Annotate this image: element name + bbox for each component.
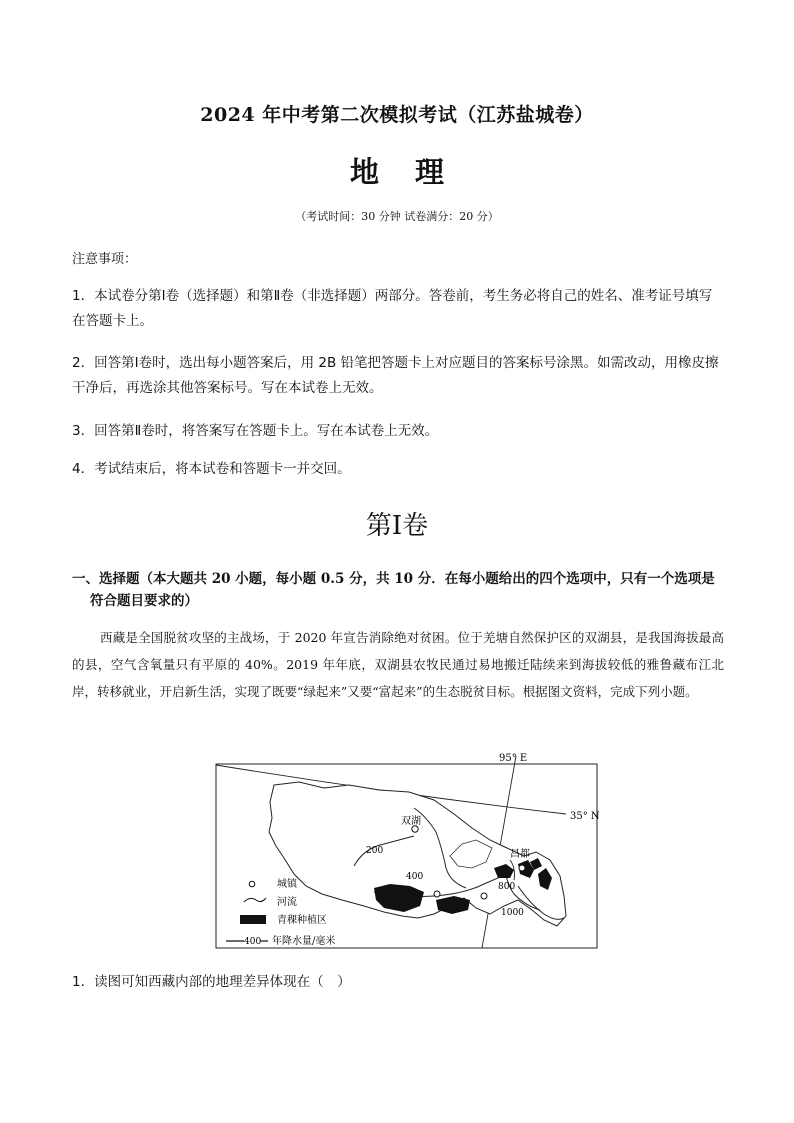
section-heading — [72, 568, 732, 612]
city-label-shuanghu: 双湖 — [401, 816, 421, 827]
legend-label-barley: 青稞种植区 — [277, 915, 327, 926]
legend-isohyet-sample: 400 — [244, 937, 262, 947]
town-lhasa — [434, 891, 440, 897]
legend-label-town: 城镇 — [277, 879, 297, 890]
town-circle-icon — [249, 881, 255, 887]
isohyet-label-800: 800 — [498, 882, 516, 892]
legend-label-river: 河流 — [277, 897, 297, 908]
reading-material: 西藏是全国脱贫攻坚的主战场，于 2020 年宣告消除绝对贫困。位于羌塘自然保护区的双湖县，是我国海拔最高的县，空气含氧量只有平原的 40%。2019 年年底，双湖县农牧民通过易地搬迁陆续来到海拔较低的雅鲁藏布江北岸，转移就业，开启新生活，实现了既要“绿起来”又要“富起来”的生态脱贫目标。根据图文资料，完成下列小题。 — [72, 630, 724, 699]
city-label-qamdo: 昌都 — [510, 849, 530, 860]
barley-area-icon — [240, 915, 266, 924]
town-qamdo — [519, 865, 525, 871]
longitude-label: 95° E — [499, 753, 528, 764]
isohyet-label-1000: 1000 — [501, 908, 524, 918]
section-heading-line2: 符合题目要求的） — [90, 593, 198, 609]
tibet-map — [214, 748, 604, 950]
notice-heading: 注意事项： — [72, 252, 138, 267]
notice-item-4: 4．考试结束后，将本试卷和答题卡一并交回。 — [72, 461, 351, 477]
notice-item-2: 2．回答第Ⅰ卷时，选出每小题答案后，用 2B 铅笔把答题卡上对应题目的答案标号涂黑。如需改动，用橡皮擦干净后，再选涂其他答案标号。写在本试卷上无效。 — [72, 355, 719, 396]
town-nyingchi — [481, 893, 487, 899]
notice-item-1: 1．本试卷分第Ⅰ卷（选择题）和第Ⅱ卷（非选择题）两部分。答卷前，考生务必将自己的姓名、准考证号填写在答题卡上。 — [72, 288, 713, 329]
subject-title: 地理 — [349, 155, 480, 189]
exam-time-info: （考试时间：30 分钟 试卷满分：20 分） — [295, 210, 499, 223]
isohyet-label-200: 200 — [366, 846, 384, 856]
exam-title: 2024 年中考第二次模拟考试（江苏盐城卷） — [200, 104, 594, 126]
notice-item-3: 3．回答第Ⅱ卷时，将答案写在答题卡上。写在本试卷上无效。 — [72, 423, 439, 439]
legend-label-isohyet: 年降水量/毫米 — [272, 936, 336, 947]
question-1: 1．读图可知西藏内部的地理差异体现在（ ） — [72, 974, 351, 990]
section-heading-line1: 一、选择题（本大题共 20 小题，每小题 0.5 分，共 10 分．在每小题给出的四个选项中，只有一个选项是 — [72, 571, 715, 587]
isohyet-label-400: 400 — [406, 872, 424, 882]
latitude-label: 35° N — [570, 811, 600, 822]
part-title: 第Ⅰ卷 — [365, 511, 429, 541]
